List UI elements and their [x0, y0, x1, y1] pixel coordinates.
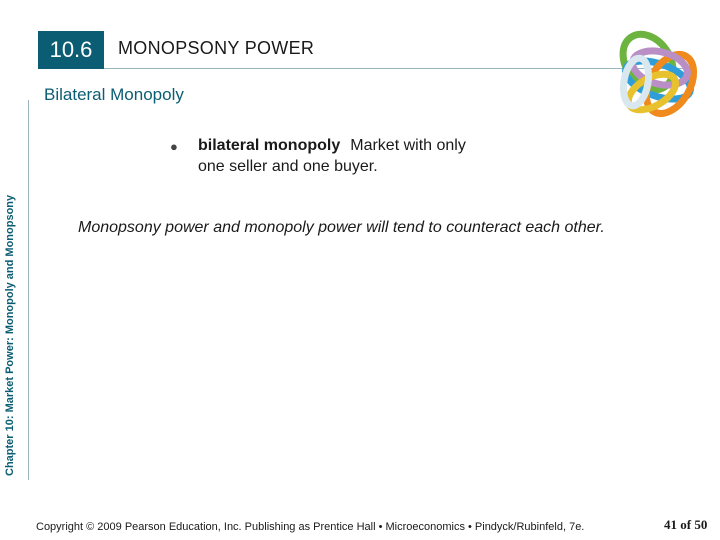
- sidebar-divider: [28, 100, 29, 480]
- slide-subtitle: Bilateral Monopoly: [44, 85, 184, 104]
- interlocking-rings-logo-icon: [600, 22, 718, 130]
- definition-text-line2: one seller and one buyer.: [198, 158, 378, 175]
- title-divider: [104, 68, 684, 69]
- section-title: MONOPSONY POWER: [118, 38, 315, 58]
- body-paragraph: Monopsony power and monopoly power will tend to counteract each other.: [78, 219, 605, 236]
- definition-text-line1: Market with only: [350, 137, 466, 154]
- bullet-icon: ●: [170, 139, 178, 154]
- definition-item: [170, 135, 603, 177]
- page-number: 41 of 50: [664, 517, 708, 532]
- chapter-sidebar-label: Chapter 10: Market Power: Monopoly and Monopsony: [4, 194, 16, 476]
- section-number-badge: 10.6: [38, 31, 104, 69]
- footer-copyright: Copyright © 2009 Pearson Education, Inc. Publishing as Prentice Hall • Microeconomics • Pindyck/Rubinfeld, 7e.: [36, 521, 585, 533]
- definition-term: bilateral monopoly: [198, 137, 341, 154]
